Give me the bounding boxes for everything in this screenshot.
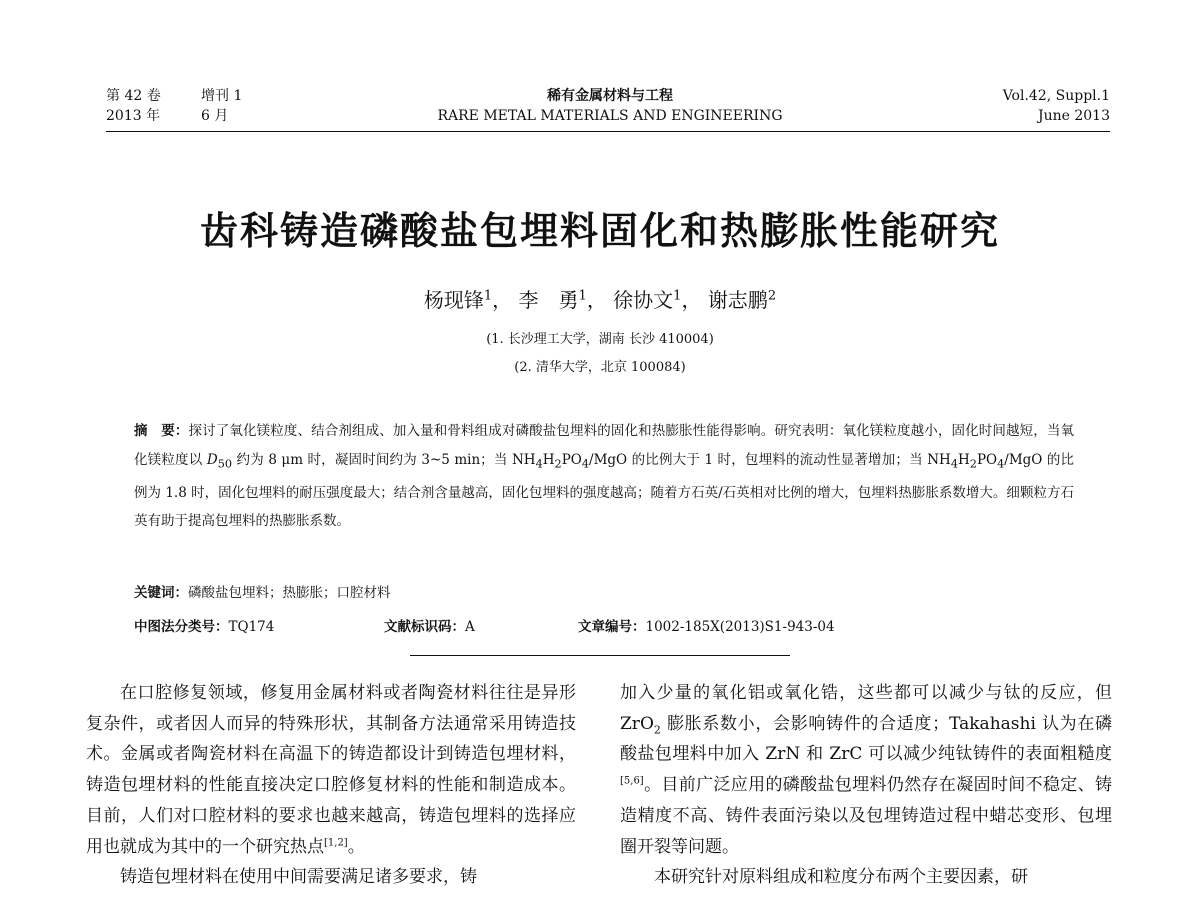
- abstract-text: PO: [976, 451, 998, 468]
- paragraph-text: 在口腔修复领域，修复用金属材料或者陶瓷材料往往是异形复杂件，或者因人而异的特殊形状，其制备方法通常采用铸造技术。金属或者陶瓷材料在高温下的铸造都设计到铸造包埋材料，铸造包埋材料的性能直接决定口腔修复材料的性能和制造成本。目前，人们对口腔材料的要求也越来越高，铸造包埋料的选择应用也就成为其中的一个研究热点: [86, 683, 576, 857]
- body-paragraph: [86, 678, 576, 862]
- abstract-text: H: [542, 451, 555, 468]
- abstract-subscript: 4: [997, 457, 1005, 471]
- abstract-subscript: 4: [581, 457, 590, 471]
- section-divider: [410, 655, 790, 656]
- abstract-subscript: 50: [217, 457, 233, 471]
- abstract-subscript: 4: [950, 457, 958, 471]
- citation-ref: [5,6]: [620, 775, 644, 787]
- journal-name-en: RARE METAL MATERIALS AND ENGINEERING: [437, 108, 783, 124]
- body-paragraph: 铸造包埋材料在使用中间需要满足诸多要求，铸: [120, 867, 477, 888]
- affiliation-2: (2. 清华大学，北京 100084): [514, 360, 686, 375]
- affiliation-1: (1. 长沙理工大学，湖南 长沙 410004): [486, 332, 714, 347]
- doc-code-label: 文献标识码：: [384, 619, 465, 635]
- author-name: 徐协文: [613, 288, 674, 312]
- author-affiliation-mark: 1: [673, 288, 682, 304]
- clc-label: 中图法分类号：: [134, 619, 229, 635]
- abstract-text: 探讨了氧化镁粒度、结合剂组成、加入量和骨料组成对磷酸盐包埋料的固化和热膨胀性能得影响。研究表明：氧化镁粒度越小，固化时间越短，当氧化镁粒度以: [134, 423, 1074, 468]
- abstract-subscript: 2: [554, 457, 562, 471]
- author-name: 杨现锋: [423, 288, 484, 312]
- body-paragraph: [620, 678, 1112, 862]
- abstract-text: /MgO 的比例大于 1 时，包埋料的流动性显著增加；当 NH: [589, 451, 951, 468]
- author-affiliation-mark: 1: [578, 288, 587, 304]
- body-column-left: [86, 678, 576, 893]
- author-affiliation-mark: 2: [767, 288, 777, 304]
- paragraph-text: 。: [347, 836, 365, 857]
- author-name: 谢志鹏: [707, 288, 768, 312]
- author-name: 李 勇: [518, 288, 579, 312]
- paper-title: 齿科铸造磷酸盐包埋料固化和热膨胀性能研究: [199, 209, 1000, 253]
- paragraph-text: 膨胀系数小，会影响铸件的合适度；Takahashi 认为在磷酸盐包埋料中加入 ZrN 和 ZrC 可以减少纯钛铸件的表面粗糙度: [620, 713, 1112, 765]
- doc-code-value: A: [465, 619, 475, 635]
- journal-header-center: [380, 86, 840, 126]
- journal-header-left: [106, 86, 242, 126]
- header-rule: [106, 131, 1110, 132]
- year-label: 2013 年: [106, 108, 161, 124]
- abstract-symbol: D: [206, 451, 218, 468]
- clc-value: TQ174: [228, 619, 275, 635]
- journal-header-right: [1003, 86, 1110, 126]
- author-list: 杨现锋$^1$， 李 勇$^1$， 徐协文$^1$， 谢志鹏$^2$: [423, 288, 777, 312]
- article-id-label: 文章编号：: [578, 619, 646, 635]
- abstract-label: 摘 要：: [134, 423, 189, 439]
- date-en: June 2013: [1037, 108, 1110, 124]
- keywords-text: 磷酸盐包埋料；热膨胀；口腔材料: [188, 585, 391, 601]
- abstract-text: H: [958, 451, 970, 468]
- article-id-value: 1002-185X(2013)S1-943-04: [645, 619, 835, 635]
- abstract-subscript: 4: [535, 457, 543, 471]
- paragraph-text: 加入少量的氧化铝或氧化锆，这些都可以减少与钛的反应，但 ZrO: [620, 683, 1112, 734]
- keywords: [134, 581, 391, 601]
- abstract-text: 约为 8 μm 时，凝固时间约为 3~5 min；当 NH: [232, 451, 536, 468]
- abstract-subscript: 2: [969, 457, 977, 471]
- body-column-right: [620, 678, 1112, 893]
- citation-ref: [1,2]: [324, 836, 348, 848]
- abstract-text: PO: [561, 451, 582, 468]
- supplement-label: 增刊 1: [201, 88, 243, 104]
- author-affiliation-mark: 1: [483, 288, 493, 304]
- paragraph-text: 。目前广泛应用的磷酸盐包埋料仍然存在凝固时间不稳定、铸造精度不高、铸件表面污染以及包埋铸造过程中蜡芯变形、包埋圈开裂等问题。: [620, 775, 1112, 857]
- volume-label: 第 42 卷: [106, 88, 161, 104]
- formula-subscript: 2: [653, 723, 661, 737]
- journal-name-cn: 稀有金属材料与工程: [547, 88, 673, 104]
- abstract-text: /MgO 的比例为 1.8 时，固化包埋料的耐压强度最大；结合剂含量越高，固化包埋料的强度越高；随着方石英/石英相对比例的增大，包埋料热膨胀系数增大。细颗粒方石英有助于提高包埋料的热膨胀系数。: [134, 451, 1075, 530]
- classification-row: [134, 615, 835, 635]
- keywords-label: 关键词：: [134, 585, 188, 601]
- body-paragraph: 本研究针对原料组成和粒度分布两个主要因素，研: [654, 867, 1028, 888]
- month-label: 6 月: [201, 108, 229, 124]
- abstract: [134, 417, 1074, 536]
- volume-en: Vol.42, Suppl.1: [1002, 88, 1110, 104]
